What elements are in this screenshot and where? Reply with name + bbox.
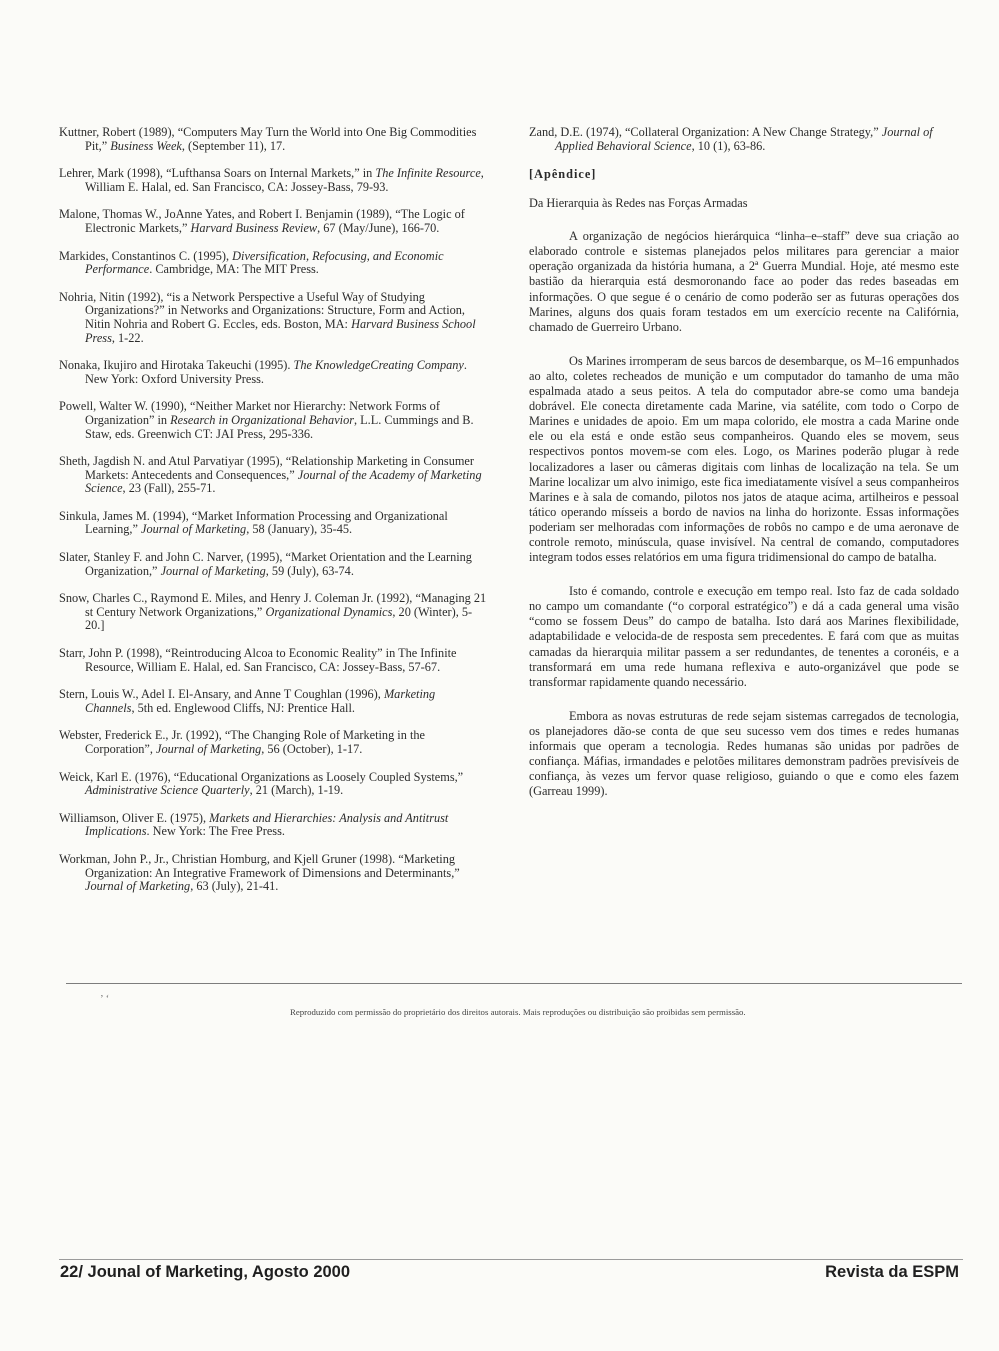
reference-entry: Sinkula, James M. (1994), “Market Information Processing and Organizational Learning,” Journal of Marketing, 58 (January), 35-45. [59, 508, 448, 537]
reference-entry: Williamson, Oliver E. (1975), Markets and Hierarchies: Analysis and Antitrust Implications. New York: The Free Press. [59, 810, 449, 839]
reference-entry: Workman, John P., Jr., Christian Homburg, and Kjell Gruner (1998). “Marketing Organization: An Integrative Framework of Dimensions and Determinants,” Journal of Marketing, 63 (July), 21-41. [59, 851, 460, 894]
permission-notice: Reproduzido com permissão do proprietário dos direitos autorais. Mais reproduções ou distribuição são proibidas sem permissão. [290, 1007, 746, 1017]
reference-entry: Weick, Karl E. (1976), “Educational Organizations as Loosely Coupled Systems,” Administrative Science Quarterly, 21 (March), 1-19. [59, 769, 464, 798]
reference-entry: Starr, John P. (1998), “Reintroducing Alcoa to Economic Reality” in The Infinite Resource, William E. Halal, ed. San Francisco, CA: Jossey-Bass, 57-67. [59, 646, 457, 674]
appendix-paragraph: A organização de negócios hierárquica “linha–e–staff” deve sua criação ao elaborado controle e sistemas planejados pelos militares para gerenciar a maior operação organizada da história humana, a 2ª Guerra Mundial. Hoje, até mesmo este bastião da hierarquia está desmoronando face ao poder das redes baseadas em informações. O que segue é o cenário de como poderão ser as futuras operações dos Marines, alguns dos quais foram testados em um exercício recente na Califórnia, chamado de Guerreiro Urbano. [529, 229, 959, 334]
footer-page-label: 22/ Jounal of Marketing, Agosto 2000 [60, 1263, 351, 1281]
stray-marks: ’ ‘ [100, 993, 110, 1005]
right-column [529, 126, 959, 818]
reference-entry: Malone, Thomas W., JoAnne Yates, and Robert I. Benjamin (1989), “The Logic of Electronic Markets,” Harvard Business Review, 67 (May/June), 166-70. [59, 207, 465, 235]
divider-rule [66, 983, 962, 984]
appendix-paragraph: Isto é comando, controle e execução em tempo real. Isto faz de cada soldado no campo um comandante (“o corporal estratégico”) e dá a cada general uma visão “como se fossem Deus” do campo de batalha. Isto dará aos Marines flexibilidade, adaptabilidade e velocida-de de resposta sem precedentes. E fará com que as muitas camadas da hierarquia militar passem a ser redundantes, de tenentes a coronéis, e a transformará em uma rede humana reflexiva e auto-organizável que pode se transformar rapidamente quando necessário. [529, 584, 959, 689]
footer-rule [59, 1259, 963, 1260]
reference-entry: Webster, Frederick E., Jr. (1992), “The Changing Role of Marketing in the Corporation”, Journal of Marketing, 56 (October), 1-17. [59, 728, 425, 756]
reference-entry: Powell, Walter W. (1990), “Neither Market nor Hierarchy: Network Forms of Organization” in Research in Organizational Behavior, L.L. Cummings and B. Staw, eds. Greenwich CT: JAI Press, 295-336. [59, 399, 474, 441]
reference-entry: Lehrer, Mark (1998), “Lufthansa Soars on Internal Markets,” in The Infinite Resource, William E. Halal, ed. San Francisco, CA: Jossey-Bass, 79-93. [59, 166, 484, 194]
appendix-subtitle: Da Hierarquia às Redes nas Forças Armadas [529, 196, 748, 211]
appendix-paragraph: Embora as novas estruturas de rede sejam sistemas carregados de tecnologia, os planejadores dão-se conta de que seu sucesso vem dos times e redes humanas informais que operam a tecnologia. Redes humanas são unidas por padrões de confiança. Máfias, irmandades e pelotões militares demonstram padrões previsíveis de confiança, às vezes um fervor quase religioso, guiando o que e como eles fazem (Garreau 1999). [529, 708, 959, 799]
reference-entry: Snow, Charles C., Raymond E. Miles, and Henry J. Coleman Jr. (1992), “Managing 21 st Century Network Organizations,” Organizational Dynamics, 20 (Winter), 5-20.] [59, 591, 487, 633]
references-left-column [59, 126, 487, 908]
appendix-heading: [Apêndice] [529, 167, 597, 182]
reference-entry: Markides, Constantinos C. (1995), Diversification, Refocusing, and Economic Performance. Cambridge, MA: The MIT Press. [59, 248, 444, 277]
reference-entry: Zand, D.E. (1974), “Collateral Organization: A New Change Strategy,” Journal of Applied Behavioral Science, 10 (1), 63-86. [529, 125, 933, 153]
reference-entry: Kuttner, Robert (1989), “Computers May Turn the World into One Big Commodities Pit,” Business Week, (September 11), 17. [59, 125, 477, 153]
reference-entry: Slater, Stanley F. and John C. Narver, (1995), “Market Orientation and the Learning Organization,” Journal of Marketing, 59 (July), 63-74. [59, 550, 472, 578]
appendix-paragraph: Os Marines irromperam de seus barcos de desembarque, os M–16 empunhados ao alto, coletes recheados de munição e um computador do tamanho de uma mão espalmada atado a seus peitos. A tela do computador abre-se como uma bandeja dobrável. Ele conecta diretamente cada Marine, via satélite, com todo o Corpo de Marines e unidades de apoio. Em um mapa colorido, ele mostra a cada Marine onde ele ou ela está e onde estão seus companheiros. Quando eles se movem, seus respectivos pontos movem-se com eles. Logo, os Marines poderão plugar à rede localizadores a laser ou câmeras digitais com linhas de localização na tela. Se um Marine localizar um alvo inimigo, este fica imediatamente visível a seus companheiros Marines e à sala de comando, pilotos nos jatos de ataque acima, artilheiros e pessoal tático operando mísseis a bordo de navios na linha do horizonte. Essas informações poderiam ser melhoradas com informações de robôs no campo e de uma aeronave de controle remoto, minúscula, quase invisível. Na central de comando, computadores integram todos esses relatórios em uma figura tridimensional do campo de batalha. [529, 353, 959, 565]
reference-entry: Sheth, Jagdish N. and Atul Parvatiyar (1995), “Relationship Marketing in Consumer Markets: Antecedents and Consequences,” Journal of the Academy of Marketing Science, 23 (Fall), 255-71. [59, 454, 482, 496]
footer-publication-name: Revista da ESPM [825, 1263, 959, 1281]
reference-entry: Nohria, Nitin (1992), “is a Network Perspective a Useful Way of Studying Organizations?” in Networks and Organizations: Structure, Form and Action, Nitin Nohria and Robert G. Eccles, eds. Boston, MA: Harvard Business School Press, 1-22. [59, 289, 476, 345]
reference-entry: Stern, Louis W., Adel I. El-Ansary, and Anne T Coughlan (1996), Marketing Channels, 5th ed. Englewood Cliffs, NJ: Prentice Hall. [59, 687, 436, 715]
reference-entry: Nonaka, Ikujiro and Hirotaka Takeuchi (1995). The KnowledgeCreating Company. New York: Oxford University Press. [59, 358, 467, 386]
